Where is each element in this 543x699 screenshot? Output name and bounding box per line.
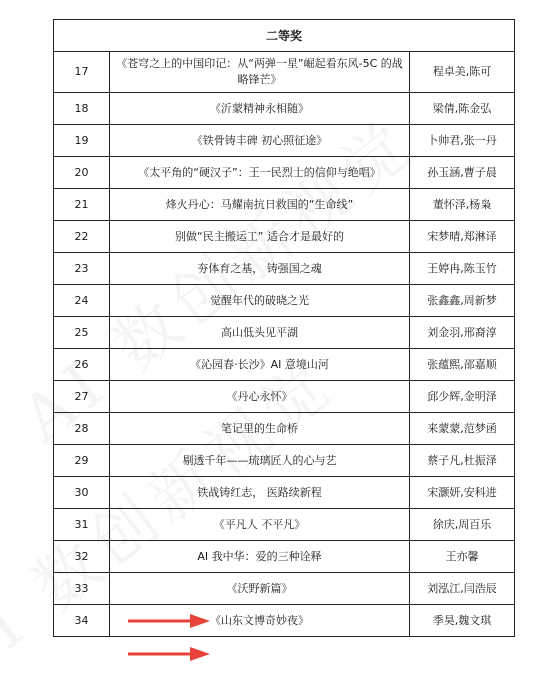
authors: 孙玉涵,曹子晨 [410, 157, 515, 189]
row-number: 19 [54, 125, 110, 157]
table-row [54, 93, 515, 125]
work-title: 《沁园春·长沙》AI 意境山河 [110, 349, 410, 381]
work-title: 《沃野新篇》 [110, 573, 410, 605]
authors: 董怀泽,杨枭 [410, 189, 515, 221]
table-row [54, 477, 515, 509]
table-row [54, 605, 515, 637]
table-row [54, 445, 515, 477]
row-number: 17 [54, 52, 110, 93]
row-number: 33 [54, 573, 110, 605]
authors: 刘金羽,邢裔淳 [410, 317, 515, 349]
table-row [54, 541, 515, 573]
row-number: 22 [54, 221, 110, 253]
work-title: 铁战铸红志， 医路续新程 [110, 477, 410, 509]
work-title: 高山低头见平湖 [110, 317, 410, 349]
authors: 刘泓江,闫浩辰 [410, 573, 515, 605]
row-number: 29 [54, 445, 110, 477]
table-row [54, 253, 515, 285]
work-title: 觉醒年代的破晓之光 [110, 285, 410, 317]
work-title: 夯体育之基， 铸强国之魂 [110, 253, 410, 285]
work-title: 《丹心永怀》 [110, 381, 410, 413]
work-title: 烽火丹心：马耀南抗日救国的“生命线” [110, 189, 410, 221]
row-number: 28 [54, 413, 110, 445]
work-title: 《沂蒙精神永相随》 [110, 93, 410, 125]
work-title: AI 我中华：爱的三种诠释 [110, 541, 410, 573]
authors: 徐庆,周百乐 [410, 509, 515, 541]
authors: 宋梦晴,郑淋译 [410, 221, 515, 253]
work-title: 《铁骨铸丰碑 初心照征途》 [110, 125, 410, 157]
work-title: 《山东文博奇妙夜》 [110, 605, 410, 637]
row-number: 31 [54, 509, 110, 541]
work-title: 《平凡人 不平凡》 [110, 509, 410, 541]
work-title: 《太平角的“硬汉子”：王一民烈士的信仰与绝唱》 [110, 157, 410, 189]
table-row [54, 381, 515, 413]
authors: 卜帅君,张一丹 [410, 125, 515, 157]
table-heading-row [54, 20, 515, 52]
work-title: 别做“民主搬运工” 适合才是最好的 [110, 221, 410, 253]
row-number: 26 [54, 349, 110, 381]
table-row [54, 413, 515, 445]
table-row [54, 573, 515, 605]
table-row [54, 189, 515, 221]
table-row [54, 221, 515, 253]
authors: 宋灏妍,安科进 [410, 477, 515, 509]
authors: 蔡子凡,杜振泽 [410, 445, 515, 477]
award-tier-heading: 二等奖 [54, 20, 515, 52]
row-number: 34 [54, 605, 110, 637]
row-number: 24 [54, 285, 110, 317]
row-number: 23 [54, 253, 110, 285]
row-number: 27 [54, 381, 110, 413]
table-row [54, 509, 515, 541]
row-number: 25 [54, 317, 110, 349]
authors: 张蕴熙,邵嘉顺 [410, 349, 515, 381]
work-title: 剔透千年——琉璃匠人的心与艺 [110, 445, 410, 477]
table-row [54, 285, 515, 317]
award-table [53, 19, 515, 637]
row-number: 30 [54, 477, 110, 509]
authors: 季昊,魏文琪 [410, 605, 515, 637]
authors: 邱少辉,金明泽 [410, 381, 515, 413]
work-title: 笔记里的生命桥 [110, 413, 410, 445]
row-number: 18 [54, 93, 110, 125]
table-row [54, 349, 515, 381]
table-row [54, 52, 515, 93]
authors: 王亦馨 [410, 541, 515, 573]
authors: 梁倩,陈金弘 [410, 93, 515, 125]
table-row [54, 317, 515, 349]
authors: 来蒙蒙,范梦函 [410, 413, 515, 445]
row-number: 20 [54, 157, 110, 189]
table-row [54, 157, 515, 189]
table-row [54, 125, 515, 157]
authors: 程卓美,陈可 [410, 52, 515, 93]
red-arrow-icon [126, 645, 212, 663]
row-number: 21 [54, 189, 110, 221]
row-number: 32 [54, 541, 110, 573]
authors: 张鑫鑫,周新梦 [410, 285, 515, 317]
authors: 王婷冉,陈玉竹 [410, 253, 515, 285]
work-title: 《苍穹之上的中国印记：从“两弹一星”崛起看东风-5C 的战略锋芒》 [110, 52, 410, 93]
